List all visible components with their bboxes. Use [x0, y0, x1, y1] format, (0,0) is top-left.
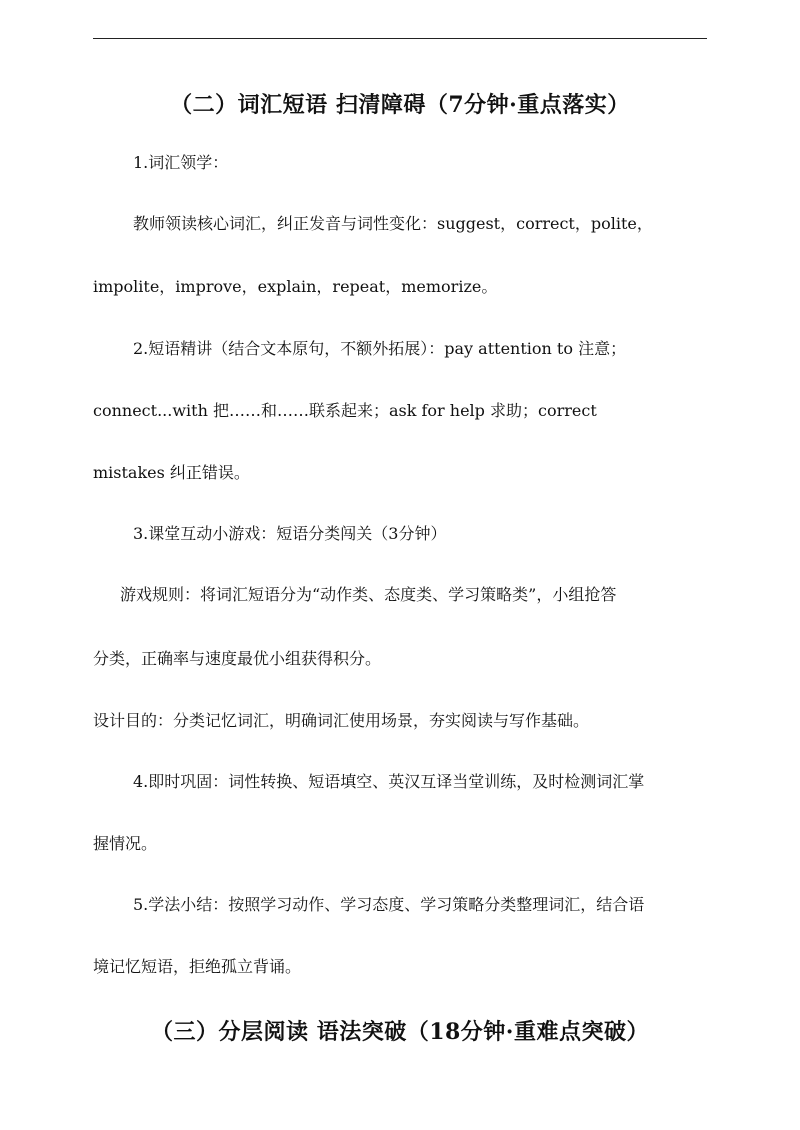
item-vocabulary-body-line-2: impolite，improve，explain，repeat，memorize。 [93, 277, 498, 296]
item-vocabulary-body-line-1: 教师领读核心词汇，纠正发音与词性变化：suggest，correct，polite， [133, 214, 653, 233]
item-summary-line-1: 5.学法小结：按照学习动作、学习态度、学习策略分类整理词汇，结合语 [133, 895, 645, 914]
item-game-title: 3.课堂互动小游戏：短语分类闯关（3分钟） [133, 524, 447, 543]
item-phrases-line-3: mistakes 纠正错误。 [93, 463, 250, 482]
game-rule-line-2: 分类，正确率与速度最优小组获得积分。 [93, 649, 382, 668]
design-purpose: 设计目的：分类记忆词汇，明确词汇使用场景，夯实阅读与写作基础。 [93, 711, 590, 730]
section-heading-vocabulary: （二）词汇短语 扫清障碍（7分钟·重点落实） [170, 92, 630, 118]
section-heading-reading: （三）分层阅读 语法突破（18分钟·重难点突破） [151, 1019, 649, 1045]
item-summary-line-2: 境记忆短语，拒绝孤立背诵。 [93, 957, 302, 976]
header-rule [93, 38, 707, 39]
item-phrases-line-1: 2.短语精讲（结合文本原句，不额外拓展）：pay attention to 注意； [133, 339, 627, 358]
item-vocabulary-title: 1.词汇领学： [133, 153, 229, 172]
item-phrases-line-2: connect...with 把……和……联系起来；ask for help 求助；correct [93, 401, 597, 420]
game-rule-line-1: 游戏规则：将词汇短语分为“动作类、态度类、学习策略类”，小组抢答 [120, 585, 617, 604]
item-consolidation-line-1: 4.即时巩固：词性转换、短语填空、英汉互译当堂训练，及时检测词汇掌 [133, 772, 645, 791]
item-consolidation-line-2: 握情况。 [93, 834, 158, 853]
